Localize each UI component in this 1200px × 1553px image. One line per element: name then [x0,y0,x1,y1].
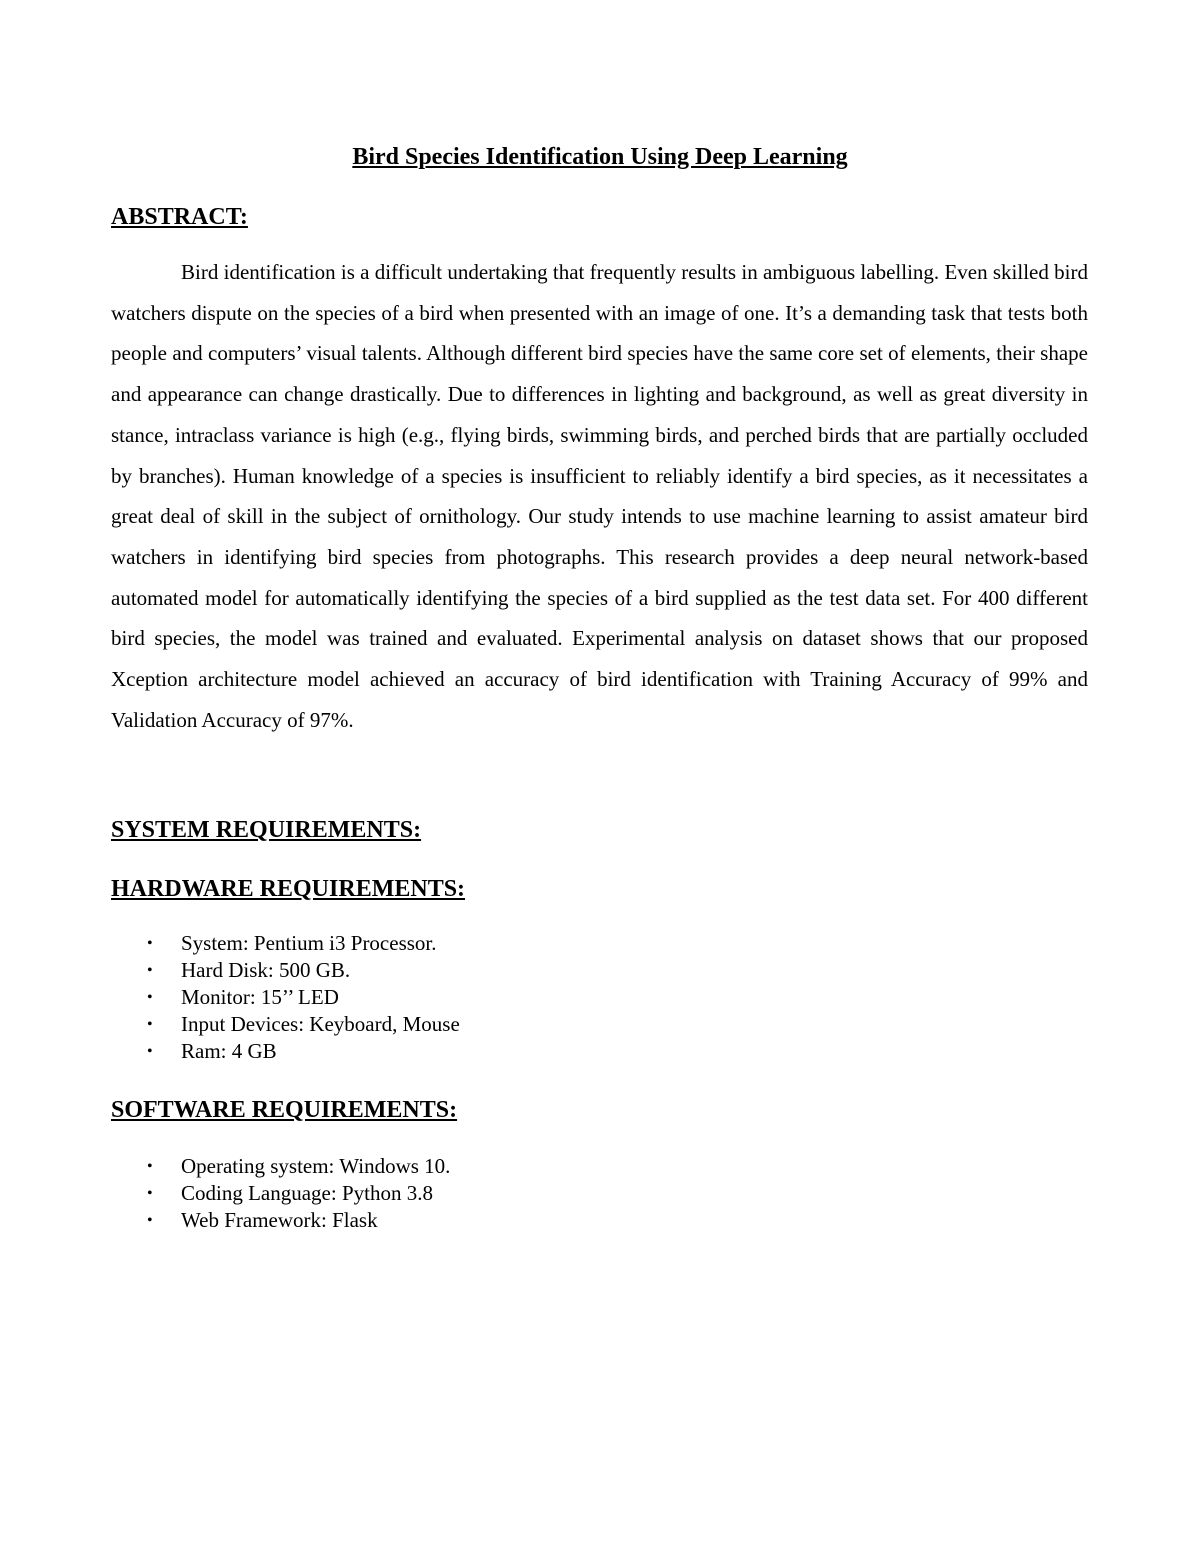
software-item-text: Coding Language: Python 3.8 [181,1181,433,1205]
list-item [111,957,460,984]
hardware-item-text: Monitor: 15’’ LED [181,985,339,1009]
bullet-icon: • [147,1158,153,1175]
software-item-text: Web Framework: Flask [181,1208,378,1232]
list-item [111,930,460,957]
list-item [111,1011,460,1038]
bullet-icon: • [147,962,153,979]
bullet-icon: • [147,989,153,1006]
list-item [111,1038,460,1065]
list-item [111,1153,450,1180]
system-requirements-heading: SYSTEM REQUIREMENTS: [111,817,422,843]
abstract-heading: ABSTRACT: [111,204,248,230]
hardware-item-text: System: Pentium i3 Processor. [181,931,437,955]
bullet-icon: • [147,1016,153,1033]
list-item [111,1180,450,1207]
software-requirements-heading: SOFTWARE REQUIREMENTS: [111,1097,458,1123]
list-item [111,984,460,1011]
hardware-item-text: Input Devices: Keyboard, Mouse [181,1012,460,1036]
list-item [111,1207,450,1234]
bullet-icon: • [147,935,153,952]
bullet-icon: • [147,1185,153,1202]
bullet-icon: • [147,1212,153,1229]
bullet-icon: • [147,1043,153,1060]
hardware-requirements-list [111,930,460,1065]
hardware-item-text: Ram: 4 GB [181,1039,277,1063]
abstract-paragraph: Bird identification is a difficult undertaking that frequently results in ambiguous labelling. Even skilled bird watchers dispute on the species of a bird when presented with an image of one. It’s a demanding task that tests both people and computers’ visual talents. Although different bird species have the same core set of elements, their shape and appearance can change drastically. Due to differences in lighting and background, as well as great diversity in stance, intraclass variance is high (e.g., flying birds, swimming birds, and perched birds that are partially occluded by branches). Human knowledge of a species is insufficient to reliably identify a bird species, as it necessitates a great deal of skill in the subject of ornithology. Our study intends to use machine learning to assist amateur bird watchers in identifying bird species from photographs. This research provides a deep neural network-based automated model for automatically identifying the species of a bird supplied as the test data set. For 400 different bird species, the model was trained and evaluated. Experimental analysis on dataset shows that our proposed Xception architecture model achieved an accuracy of bird identification with Training Accuracy of 99% and Validation Accuracy of 97%. [111,260,1088,732]
document-title: Bird Species Identification Using Deep Learning [352,144,848,170]
hardware-requirements-heading: HARDWARE REQUIREMENTS: [111,876,466,902]
software-item-text: Operating system: Windows 10. [181,1154,451,1178]
software-requirements-list [111,1153,450,1234]
hardware-item-text: Hard Disk: 500 GB. [181,958,351,982]
